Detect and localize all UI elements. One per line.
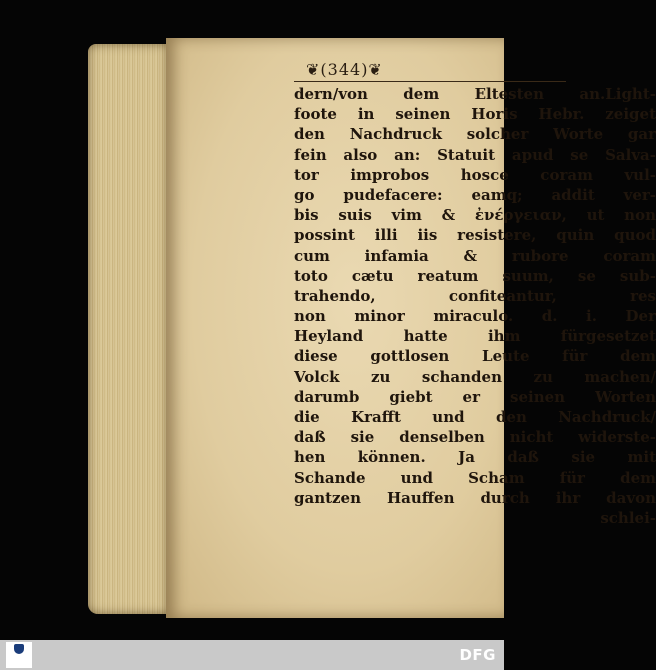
book-page <box>166 38 656 618</box>
text-line: schlei- <box>600 508 656 527</box>
book <box>88 38 656 618</box>
text-line: cum infamia & rubore coram <box>294 246 656 265</box>
page-edges <box>88 44 168 614</box>
text-line: fein also an: Statuit apud se Salva- <box>294 145 656 164</box>
text-line: Heyland hatte ihm fürgesetzet <box>294 327 656 346</box>
text-line: hen können. Ja daß sie mit <box>294 448 656 467</box>
text-line: tor improbos hosce coram vul- <box>294 165 656 184</box>
text-line: Schande und Scham für dem <box>294 468 656 487</box>
text-line: go pudefacere: eamq; addit ver- <box>294 185 656 204</box>
text-line: diese gottlosen Leute für dem <box>294 347 656 366</box>
text-line: die Krafft und den Nachdruck/ <box>294 408 656 426</box>
page-number-header: ❦(344)❦ <box>306 60 383 79</box>
text-line: toto cætu reatum suum, se sub- <box>294 266 656 285</box>
text-line: foote in seinen Horis Hebr. zeiget <box>294 105 656 124</box>
text-line: Volck zu schanden zu machen/ <box>294 367 656 386</box>
crest-icon <box>14 644 24 654</box>
text-line: bis suis vim & ἐνέργειαν, ut non <box>294 206 656 225</box>
text-line: possint illi iis resistere, quin quod <box>294 226 656 245</box>
text-line: daß sie denselben nicht widerste- <box>294 428 656 447</box>
text-line: trahendo, confiteantur, res <box>294 286 656 305</box>
text-line: non minor miraculo. d. i. Der <box>294 307 656 326</box>
dfg-logo: DFG <box>459 646 496 664</box>
header-rule <box>294 81 566 82</box>
page-text <box>294 84 656 528</box>
text-line: dern/von dem Eltesten an.Light- <box>294 85 656 103</box>
text-line: darumb giebt er seinen Worten <box>294 387 656 406</box>
footer-bar <box>0 640 504 670</box>
library-logo <box>6 642 32 668</box>
text-line: gantzen Hauffen durch ihr davon <box>294 488 656 507</box>
text-line: den Nachdruck solcher Worte gar <box>294 125 656 144</box>
